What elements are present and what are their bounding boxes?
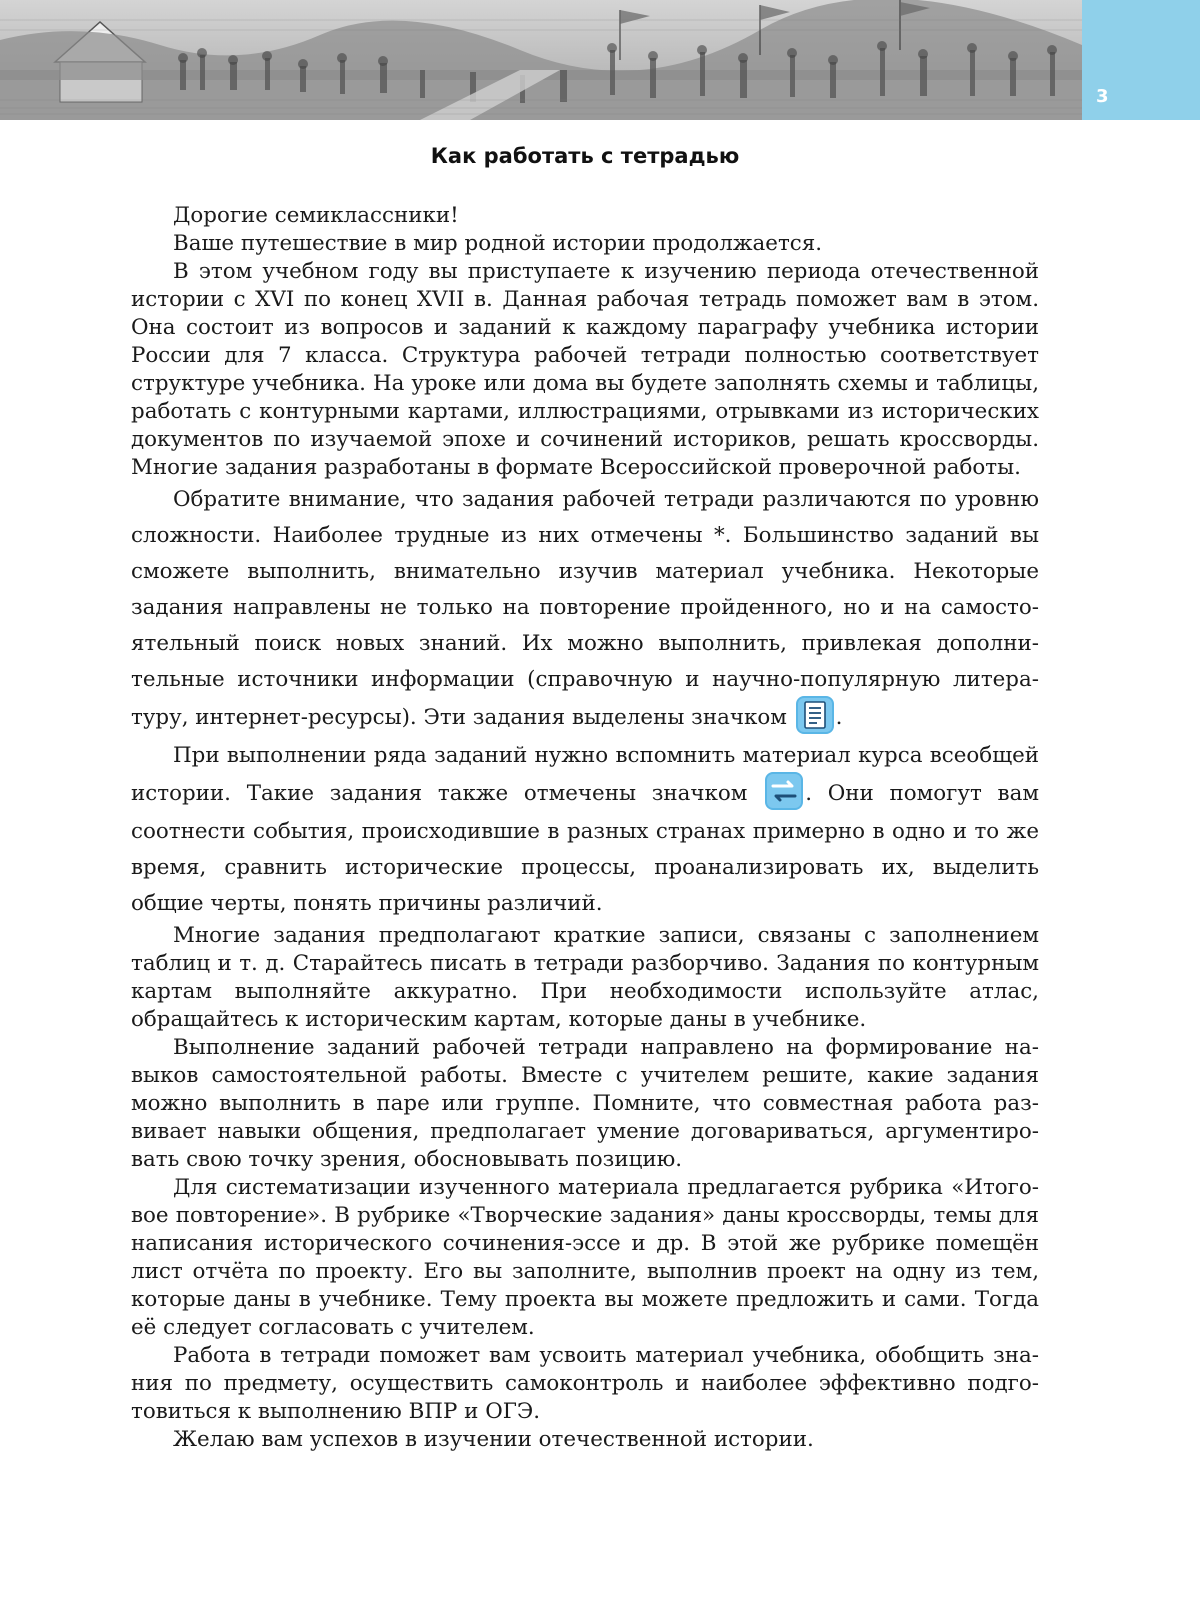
paragraph: Работа в тетради поможет вам усвоить материал учебника, обобщить знания по предмету, осуществить самоконтроль и наиболее эффективно подготовиться к выполнению ВПР и ОГЭ. (131, 1343, 1039, 1424)
paragraph: Для систематизации изученного материала предлагается рубрика «Итоговое повторение». В рубрике «Творческие задания» даны кроссворды, темы для написания исторического сочинения-эссе и др. В этой же рубрике помещён лист отчёта по проекту. Его вы заполните, выполнив проект на одну из тем, которые даны в учебнике. Тему проекта вы можете предложить и сами. Тогда её следует согласовать с учителем. (131, 1175, 1039, 1340)
swap-arrows-icon (764, 771, 804, 811)
page-number: 3 (1096, 86, 1109, 107)
paragraph-text: Обратите внимание, что задания рабочей тетради различаются по уровню сложности. Наиболее трудные из них отмечены *. Большинство заданий вы сможете выполнить, внимательно изучив материал учебника. Некоторые задания направлены не только на повторение пройденного, но и на самостоятельный поиск новых знаний. Их можно выполнить, привлекая дополнительные источники информации (справочную и научно-популярную литературу, интернет-ресурсы). Эти задания выделены значком (131, 487, 1039, 730)
page-title: Как работать с тетрадью (430, 144, 740, 168)
paragraph: Выполнение заданий рабочей тетради направлено на формирование навыков самостоятельной работы. Вместе с учителем решите, какие задания можно выполнить в паре или группе. Помните, что совместная работа развивает навыки общения, предполагает умение договариваться, аргументировать свою точку зрения, обосновывать позицию. (131, 1035, 1039, 1172)
document-list-icon (795, 695, 835, 735)
greeting: Дорогие семиклассники! (173, 203, 459, 228)
body-text (131, 202, 1039, 1454)
closing: Желаю вам успехов в изучении отечественной истории. (173, 1427, 814, 1452)
paragraph: Многие задания предполагают краткие записи, связаны с заполнением таблиц и т. д. Старайтесь писать в тетради разборчиво. Задания по контурным картам выполняйте аккуратно. При необходимости используйте атлас, обращайтесь к историческим картам, которые даны в учебнике. (131, 923, 1039, 1032)
engraving-illustration (0, 0, 1082, 120)
paragraph: Ваше путешествие в мир родной истории продолжается. (173, 231, 823, 256)
paragraph-with-icon (131, 738, 1039, 922)
paragraph-text: . Они помогут вам соотнести события, происходившие в разных странах примерно в одно и то же время, сравнить исторические процессы, проанализировать их, выделить общие черты, понять причины различий. (131, 781, 1039, 916)
paragraph-text: . (835, 705, 843, 730)
paragraph-with-icon (131, 482, 1039, 738)
paragraph-text: При выполнении ряда заданий нужно вспомнить материал курса всеобщей истории. Такие задания также отмечены значком (131, 743, 1039, 806)
header-illustration (0, 0, 1082, 120)
paragraph: В этом учебном году вы приступаете к изучению периода отечественной истории с XVI по конец XVII в. Данная рабочая тетрадь поможет вам в этом. Она состоит из вопросов и заданий к каждому параграфу учебника истории России для 7 класса. Структура рабочей тетради полностью соответствует структуре учебника. На уроке или дома вы будете заполнять схемы и таблицы, работать с контурными картами, иллюстрациями, отрывками из исторических документов по изучаемой эпохе и сочинений историков, решать кроссворды. Многие задания разработаны в формате Всероссийской проверочной работы. (131, 259, 1039, 480)
